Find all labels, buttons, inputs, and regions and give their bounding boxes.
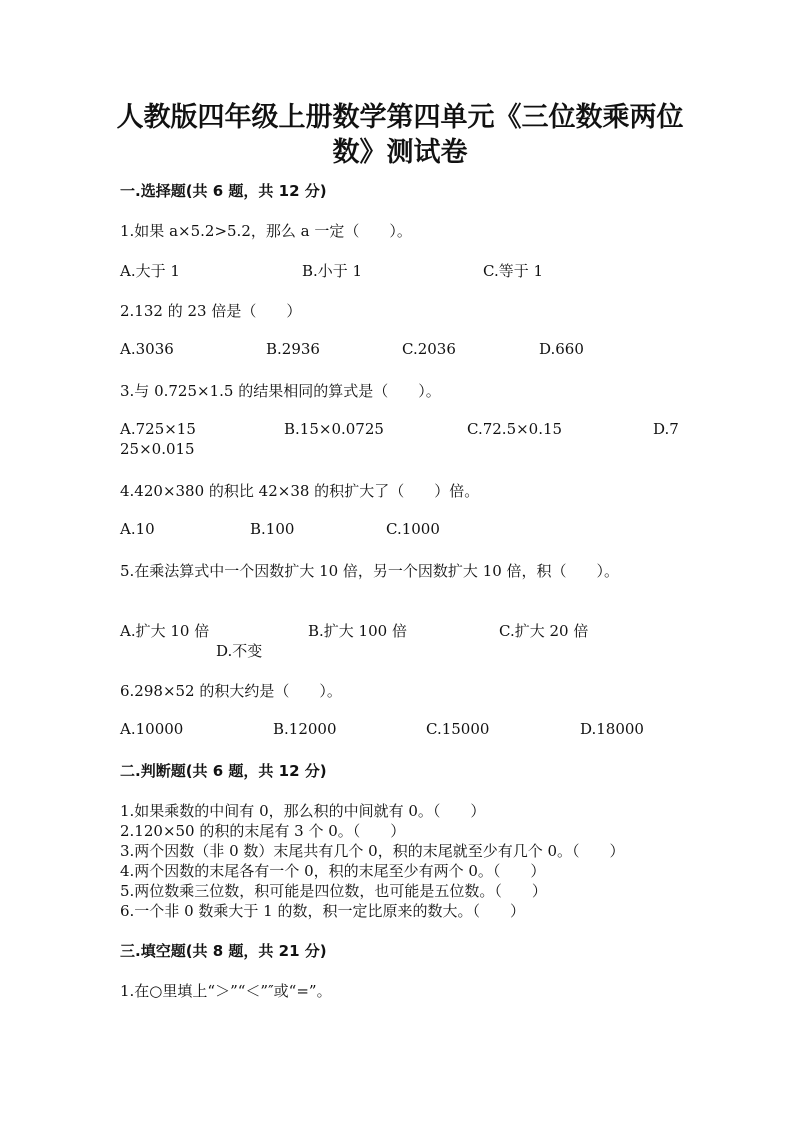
judgement-item: 1.如果乘数的中间有 0，那么积的中间就有 0。（ ） [120,802,486,820]
option-a: A.725×15 [120,420,196,438]
question-stem: 4.420×380 的积比 42×38 的积扩大了（ ）倍。 [120,482,480,500]
option-b: B.12000 [273,720,337,738]
option-a: A.大于 1 [120,262,180,280]
judgement-item: 6.一个非 0 数乘大于 1 的数，积一定比原来的数大。（ ） [120,902,525,920]
question-stem: 3.与 0.725×1.5 的结果相同的算式是（ ）。 [120,382,441,400]
page-title-line2: 数》测试卷 [332,137,468,168]
option-c: C.2036 [402,340,456,358]
question-stem: 1.如果 a×5.2>5.2，那么 a 一定（ ）。 [120,222,412,240]
option-b: B.扩大 100 倍 [308,622,407,640]
page-title: 人教版四年级上册数学第四单元《三位数乘两位 [116,102,684,133]
option-d: D.18000 [580,720,644,738]
option-c: C.1000 [386,520,440,538]
option-a: A.3036 [120,340,174,358]
option-a: A.10 [120,520,155,538]
option-d: D.不变 [216,642,263,660]
option-b: B.100 [250,520,295,538]
option-c: C.扩大 20 倍 [499,622,589,640]
option-c: C.等于 1 [483,262,544,280]
option-d-continued: 25×0.015 [120,440,195,458]
option-a: A.扩大 10 倍 [120,622,210,640]
judgement-item: 2.120×50 的积的末尾有 3 个 0。（ ） [120,822,406,840]
fill-blank-item: 1.在○里填上“＞”“＜”″或“=”。 [120,982,332,1000]
judgement-item: 3.两个因数（非 0 数）末尾共有几个 0，积的末尾就至少有几个 0。（ ） [120,842,625,860]
option-d: D.7 [653,420,679,438]
section-heading-fill-blank: 三.填空题(共 8 题，共 21 分) [120,942,327,960]
section-heading-choice: 一.选择题(共 6 题，共 12 分) [120,182,327,200]
option-d: D.660 [539,340,584,358]
judgement-item: 4.两个因数的末尾各有一个 0，积的末尾至少有两个 0。（ ） [120,862,546,880]
option-b: B.2936 [266,340,320,358]
section-heading-judgement: 二.判断题(共 6 题，共 12 分) [120,762,327,780]
option-b: B.15×0.0725 [284,420,384,438]
question-stem: 6.298×52 的积大约是（ ）。 [120,682,342,700]
judgement-item: 5.两位数乘三位数，积可能是四位数，也可能是五位数。（ ） [120,882,547,900]
option-c: C.15000 [426,720,490,738]
option-c: C.72.5×0.15 [467,420,563,438]
question-stem: 2.132 的 23 倍是（ ） [120,302,302,320]
option-b: B.小于 1 [302,262,363,280]
question-stem: 5.在乘法算式中一个因数扩大 10 倍，另一个因数扩大 10 倍，积（ ）。 [120,562,620,580]
option-a: A.10000 [120,720,184,738]
